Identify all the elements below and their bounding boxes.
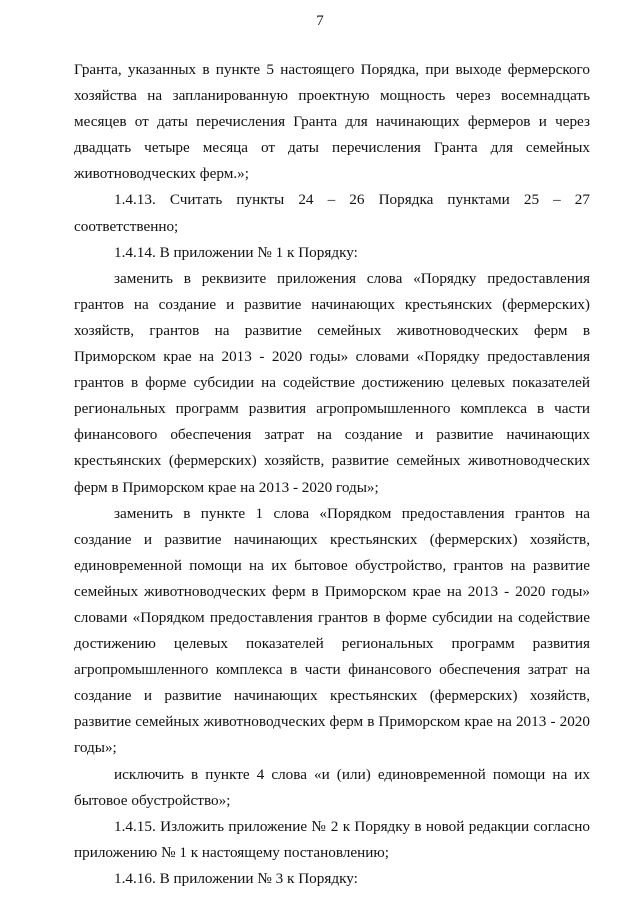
paragraph-1-4-14: 1.4.14. В приложении № 1 к Порядку: [114,243,358,261]
document-body [74,57,590,892]
paragraph-replace-point-1: заменить в пункте 1 слова «Порядком предоставления грантов на создание и развитие начинающих крестьянских (фермерских) хозяйств, единовременной помощи на их бытовое обустройство, грантов на развитие семейных животноводческих ферм в Приморском крае на 2013 - 2020 годы» словами «Порядком предоставления грантов в форме субсидии на содействие достижению целевых показателей региональных программ развития агропромышленного комплекса в части финансового обеспечения затрат на создание и развитие начинающих крестьянских (фермерских) хозяйств, развитие семейных животноводческих ферм в Приморском крае на 2013 - 2020 годы»; [74,504,590,757]
paragraph-1-4-16: 1.4.16. В приложении № 3 к Порядку: [114,869,358,887]
paragraph-1-4-13: 1.4.13. Считать пункты 24 – 26 Порядка пунктами 25 – 27 соответственно; [74,191,590,235]
paragraph-grant-continuation: Гранта, указанных в пункте 5 настоящего Порядка, при выходе фермерского хозяйства на запланированную проектную мощность через восемнадцать месяцев от даты перечисления Гранта для начинающих фермеров и через двадцать четыре месяца от даты перечисления Гранта для семейных животноводческих ферм.»; [74,61,590,183]
page-number: 7 [316,13,324,29]
paragraph-replace-requisite: заменить в реквизите приложения слова «Порядку предоставления грантов на создание и развитие начинающих крестьянских (фермерских) хозяйств, грантов на развитие семейных животноводческих ферм в Приморском крае на 2013 - 2020 годы» словами «Порядку предоставления грантов в форме субсидии на содействие достижению целевых показателей региональных программ развития агропромышленного комплекса в части финансового обеспечения затрат на создание и развитие начинающих крестьянских (фермерских) хозяйств, развитие семейных животноводческих ферм в Приморском крае на 2013 - 2020 годы»; [74,269,590,496]
paragraph-exclude-point-4: исключить в пункте 4 слова «и (или) единовременной помощи на их бытовое обустройство»; [74,765,590,809]
paragraph-1-4-15: 1.4.15. Изложить приложение № 2 к Порядку в новой редакции согласно приложению № 1 к настоящему постановлению; [74,817,590,861]
